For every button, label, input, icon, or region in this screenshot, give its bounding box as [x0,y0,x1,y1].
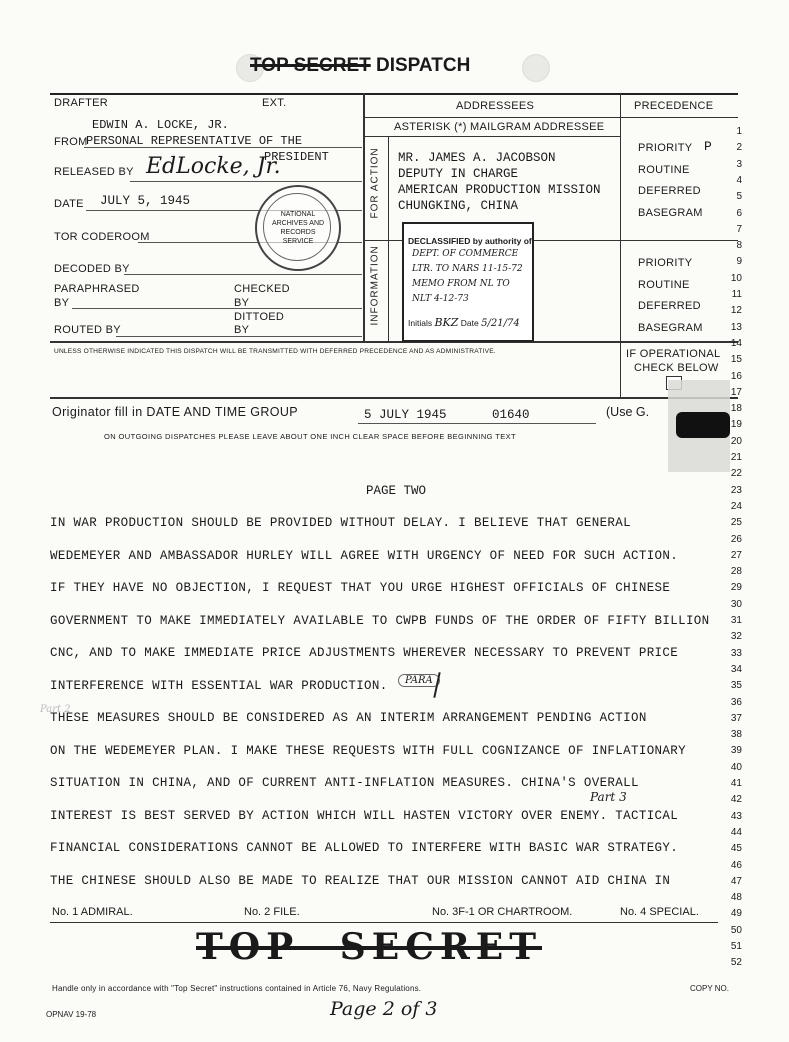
prec-action-mark: P [704,139,712,154]
dtg-time: 01640 [492,408,530,422]
dist-1: No. 1 ADMIRAL. [52,906,133,918]
row-number: 15 [730,354,742,366]
row-number: 42 [730,794,742,806]
declassified-box [402,222,534,342]
routed-label: ROUTED BY [54,324,121,336]
row-number: 16 [730,370,742,382]
body-line: IN WAR PRODUCTION SHOULD BE PROVIDED WITHOUT DELAY. I BELIEVE THAT GENERAL [50,516,631,530]
declass-line-2: DEPT. OF COMMERCE [412,249,519,259]
released-label: RELEASED BY [54,166,134,178]
drafter-label: DRAFTER [54,97,109,109]
struck-top-secret: TOP SECRET [250,55,371,76]
from-line-1: PERSONAL REPRESENTATIVE OF THE [86,134,303,148]
row-number: 24 [730,500,742,512]
row-number: 12 [730,305,742,317]
row-number: 1 [736,126,742,137]
row-number: 26 [730,533,742,545]
row-number: 47 [730,875,742,887]
prec-info-routine: ROUTINE [638,279,690,291]
row-number: 51 [730,941,742,952]
declass-line-1: DECLASSIFIED by authority of [408,236,532,246]
punch-hole-right [522,54,550,82]
released-signature: EdLocke, Jr. [146,154,281,179]
prec-action-basegram: BASEGRAM [638,207,703,219]
declass-date-label: Date [460,318,479,328]
action-line-2: DEPUTY IN CHARGE [398,167,519,181]
row-number: 30 [730,598,742,610]
row-number: 8 [736,240,742,252]
for-action-label: FOR ACTION [369,147,381,219]
unless-note: UNLESS OTHERWISE INDICATED THIS DISPATCH WILL BE TRANSMITTED WITH DEFERRED PRECEDENCE AND AS ADMINISTRATIVE. [54,348,496,355]
row-number: 11 [731,289,742,300]
declass-initials-label: Initials [408,318,433,328]
row-number: 4 [736,174,742,186]
row-number: 13 [730,321,742,333]
row-number: 44 [730,826,742,838]
body-line: SITUATION IN CHINA, AND OF CURRENT ANTI-INFLATION MEASURES. CHINA'S OVERALL [50,776,639,790]
row-number: 41 [730,778,742,789]
by-label-1: BY [54,297,70,309]
row-number: 50 [730,924,742,936]
asterisk-label: ASTERISK (*) MAILGRAM ADDRESSEE [394,121,605,133]
row-number: 33 [730,647,742,659]
paraphrased-label: PARAPHRASED [54,283,140,295]
row-number: 25 [730,517,742,529]
row-number: 38 [730,729,742,741]
row-number: 31 [730,615,742,626]
declass-line-3: LTR. TO NARS 11-15-72 [412,264,523,274]
row-number: 6 [736,207,742,219]
body-line: FINANCIAL CONSIDERATIONS CANNOT BE ALLOWED TO INTERFERE WITH BASIC WAR STRATEGY. [50,841,679,855]
row-number: 18 [730,403,742,415]
page-count-note: Page 2 of 3 [330,998,438,1020]
declass-date-value: 5/21/74 [481,318,520,329]
row-number: 21 [730,452,742,463]
check-below: CHECK BELOW [634,362,719,374]
dist-4: No. 4 SPECIAL. [620,906,699,918]
row-number: 14 [730,337,742,349]
row-number: 19 [730,419,742,431]
action-line-3: AMERICAN PRODUCTION MISSION [398,183,601,197]
declass-initials-value: BKZ [434,316,459,329]
stamp-line-2: ARCHIVES AND [271,220,325,227]
body-line: THE CHINESE SHOULD ALSO BE MADE TO REALIZE THAT OUR MISSION CANNOT AID CHINA IN [50,873,671,888]
action-address-block [398,150,601,214]
row-number: 45 [730,843,742,855]
stamp-line-4: SERVICE [282,238,314,245]
body-line: IF THEY HAVE NO OBJECTION, I REQUEST THAT YOU URGE HIGHEST OFFICIALS OF CHINESE [50,581,671,595]
top-secret-footer: TOP SECRET [196,926,542,968]
row-number: 28 [730,566,742,578]
body-line: GOVERNMENT TO MAKE IMMEDIATELY AVAILABLE TO CWPB FUNDS OF THE ORDER OF FIFTY BILLION [50,613,710,628]
part-note-faint: Part 2 [40,704,71,715]
prec-info-basegram: BASEGRAM [638,322,703,334]
body-line: CNC, AND TO MAKE IMMEDIATE PRICE ADJUSTMENTS WHEREVER NECESSARY TO PREVENT PRICE [50,646,679,660]
row-number: 22 [730,468,742,480]
row-number: 29 [730,582,742,594]
handle-note: Handle only in accordance with "Top Secret" instructions contained in Article 76, Navy Regulations. [52,984,422,993]
row-number: 43 [730,810,742,822]
row-number: 46 [730,859,742,871]
action-line-1: MR. JAMES A. JACOBSON [398,151,556,165]
body-line: THESE MEASURES SHOULD BE CONSIDERED AS AN INTERIM ARRANGEMENT PENDING ACTION [50,711,647,725]
from-line-2: PRESIDENT [264,150,329,164]
dittoed-label: DITTOED [234,311,285,323]
row-number: 34 [730,663,742,675]
from-label: FROM [54,136,88,148]
drafter-name: EDWIN A. LOCKE, JR. [92,118,229,132]
date-label: DATE [54,198,84,210]
page-heading: PAGE TWO [366,484,427,498]
prec-action-deferred: DEFERRED [638,185,701,197]
form-number: OPNAV 19-78 [46,1010,97,1019]
row-number: 36 [730,696,742,708]
prec-action-routine: ROUTINE [638,164,690,176]
para-note: PARA [398,674,440,687]
row-number: 7 [736,223,742,235]
row-number: 40 [730,761,742,773]
row-number: 35 [730,680,742,692]
body-line: INTEREST IS BEST SERVED BY ACTION WHICH WILL HASTEN VICTORY OVER ENEMY. TACTICAL [50,808,679,823]
row-number: 3 [736,158,742,170]
ext-label: EXT. [262,97,287,109]
row-number: 27 [730,549,742,561]
part-note: Part 3 [590,790,627,804]
checked-label: CHECKED [234,283,290,295]
declass-line-5: NLT 4-12-73 [412,294,469,304]
row-number: 20 [730,435,742,447]
dist-2: No. 2 FILE. [244,906,300,918]
row-number: 39 [730,745,742,757]
prec-info-deferred: DEFERRED [638,300,701,312]
declass-line-4: MEMO FROM NL TO [412,279,510,289]
row-number: 52 [730,957,742,969]
by-label-3: BY [234,324,250,336]
row-number: 48 [730,892,742,904]
stamp-line-1: NATIONAL [280,211,316,218]
dtg-date: 5 JULY 1945 [364,408,447,422]
copy-no: COPY NO. [690,984,729,993]
row-number: 17 [730,386,742,398]
originator-label: Originator fill in DATE AND TIME GROUP [52,405,299,419]
precedence-label: PRECEDENCE [634,100,714,112]
row-number: 32 [730,631,742,643]
dist-3: No. 3F-1 OR CHARTROOM. [432,906,573,918]
body-line: WEDEMEYER AND AMBASSADOR HURLEY WILL AGREE WITH URGENCY OF NEED FOR SUCH ACTION. [50,548,679,563]
body-line: ON THE WEDEMEYER PLAN. I MAKE THESE REQUESTS WITH FULL COGNIZANCE OF INFLATIONARY [50,743,686,758]
decoded-label: DECODED BY [54,263,130,275]
row-number: 37 [730,712,742,724]
tor-label: TOR CODEROOM [54,231,150,243]
row-number: 2 [736,142,742,154]
by-label-2: BY [234,297,250,309]
prec-action-priority: PRIORITY [638,142,693,154]
date-value: JULY 5, 1945 [100,194,191,208]
stamp-line-3: RECORDS [280,229,316,236]
prec-info-priority: PRIORITY [638,257,693,269]
body-line: INTERFERENCE WITH ESSENTIAL WAR PRODUCTION. [50,678,388,693]
row-number: 9 [736,256,742,268]
information-label: INFORMATION [369,245,381,326]
action-line-4: CHUNGKING, CHINA [398,199,519,213]
outgoing-note: ON OUTGOING DISPATCHES PLEASE LEAVE ABOUT ONE INCH CLEAR SPACE BEFORE BEGINNING TEXT [104,432,517,441]
use-g-label: (Use G. [606,405,650,419]
row-number: 49 [730,908,742,920]
archives-stamp [255,185,341,271]
row-number: 5 [736,191,742,203]
if-operational: IF OPERATIONAL [626,348,721,360]
row-number: 10 [730,272,742,284]
dispatch-title: DISPATCH [376,55,471,76]
row-number: 23 [730,484,742,496]
dispatch-header [250,55,470,77]
addressees-label: ADDRESSEES [456,100,535,112]
